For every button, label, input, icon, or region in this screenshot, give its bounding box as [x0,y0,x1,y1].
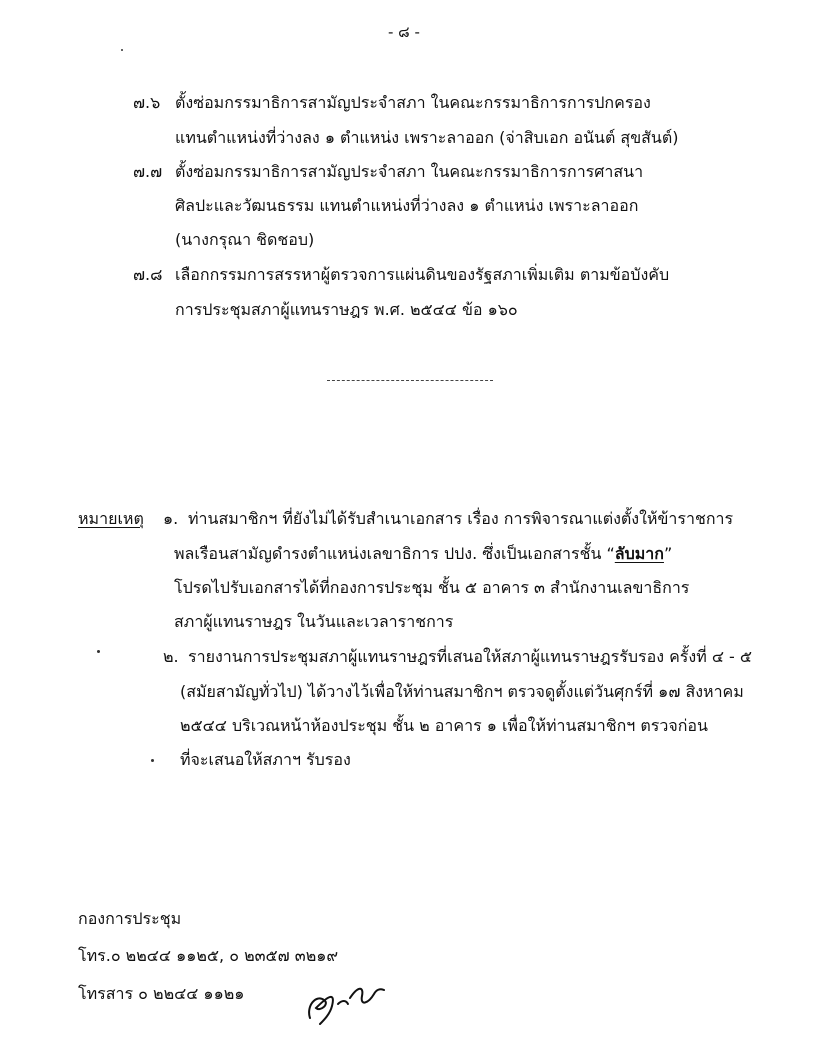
page-number: - ๘ - [388,23,420,41]
scan-speck [97,650,100,653]
notes-label: หมายเหตุ [78,509,144,528]
note-line: ที่จะเสนอให้สภาฯ รับรอง [180,750,351,769]
note-number: ๒. [163,647,179,666]
agenda-item-number: ๗.๘ [133,265,163,284]
handwritten-signature-icon [302,976,388,1028]
office-name: กองการประชุม [78,909,182,928]
note-line [174,544,672,564]
agenda-item-line: การประชุมสภาผู้แทนราษฎร พ.ศ. ๒๕๔๔ ข้อ ๑๖๐ [175,300,518,319]
agenda-item-line: ศิลปะและวัฒนธรรม แทนตำแหน่งที่ว่างลง ๑ ตำแหน่ง เพราะลาออก [175,196,639,215]
note-line: รายงานการประชุมสภาผู้แทนราษฎรที่เสนอให้สภาผู้แทนราษฎรรับรอง ครั้งที่ ๔ - ๕ [188,647,753,666]
fax-number: โทรสาร ๐ ๒๒๔๔ ๑๑๒๑ [78,984,245,1003]
note-line-text: พลเรือนสามัญดำรงตำแหน่งเลขาธิการ ปปง. ซึ่งเป็นเอกสารชั้น “ [174,544,615,563]
note-line: สภาผู้แทนราษฎร ในวันและเวลาราชการ [174,612,454,631]
agenda-item-number: ๗.๗ [133,162,163,181]
classification-emphasis: ลับมาก [614,544,664,563]
agenda-item-line: ตั้งซ่อมกรรมาธิการสามัญประจำสภา ในคณะกรรมาธิการการศาสนา [175,162,644,181]
note-line-text: ” [663,544,673,563]
note-line: ท่านสมาชิกฯ ที่ยังไม่ได้รับสำเนาเอกสาร เรื่อง การพิจารณาแต่งตั้งให้ข้าราชการ [188,509,734,528]
scan-speck [151,759,154,762]
agenda-item-line: แทนตำแหน่งที่ว่างลง ๑ ตำแหน่ง เพราะลาออก (จ่าสิบเอก อนันต์ สุขสันต์) [175,128,679,147]
note-number: ๑. [163,509,179,528]
note-line: โปรดไปรับเอกสารได้ที่กองการประชุม ชั้น ๕ อาคาร ๓ สำนักงานเลขาธิการ [174,578,690,597]
scan-speck [121,49,123,51]
agenda-item-line: เลือกกรรมการสรรหาผู้ตรวจการแผ่นดินของรัฐสภาเพิ่มเติม ตามข้อบังคับ [175,265,670,284]
section-divider [327,380,493,381]
note-line: ๒๕๔๔ บริเวณหน้าห้องประชุม ชั้น ๒ อาคาร ๑ เพื่อให้ท่านสมาชิกฯ ตรวจก่อน [180,716,708,735]
agenda-item-line: ตั้งซ่อมกรรมาธิการสามัญประจำสภา ในคณะกรรมาธิการการปกครอง [175,93,651,112]
agenda-item-number: ๗.๖ [133,93,161,112]
agenda-item-line: (นางกรุณา ชิดชอบ) [175,230,315,249]
phone-numbers: โทร.๐ ๒๒๔๔ ๑๑๒๕, ๐ ๒๓๕๗ ๓๒๑๙ [78,946,339,965]
note-line: (สมัยสามัญทั่วไป) ได้วางไว้เพื่อให้ท่านสมาชิกฯ ตรวจดูตั้งแต่วันศุกร์ที่ ๑๗ สิงหาคม [180,682,744,701]
